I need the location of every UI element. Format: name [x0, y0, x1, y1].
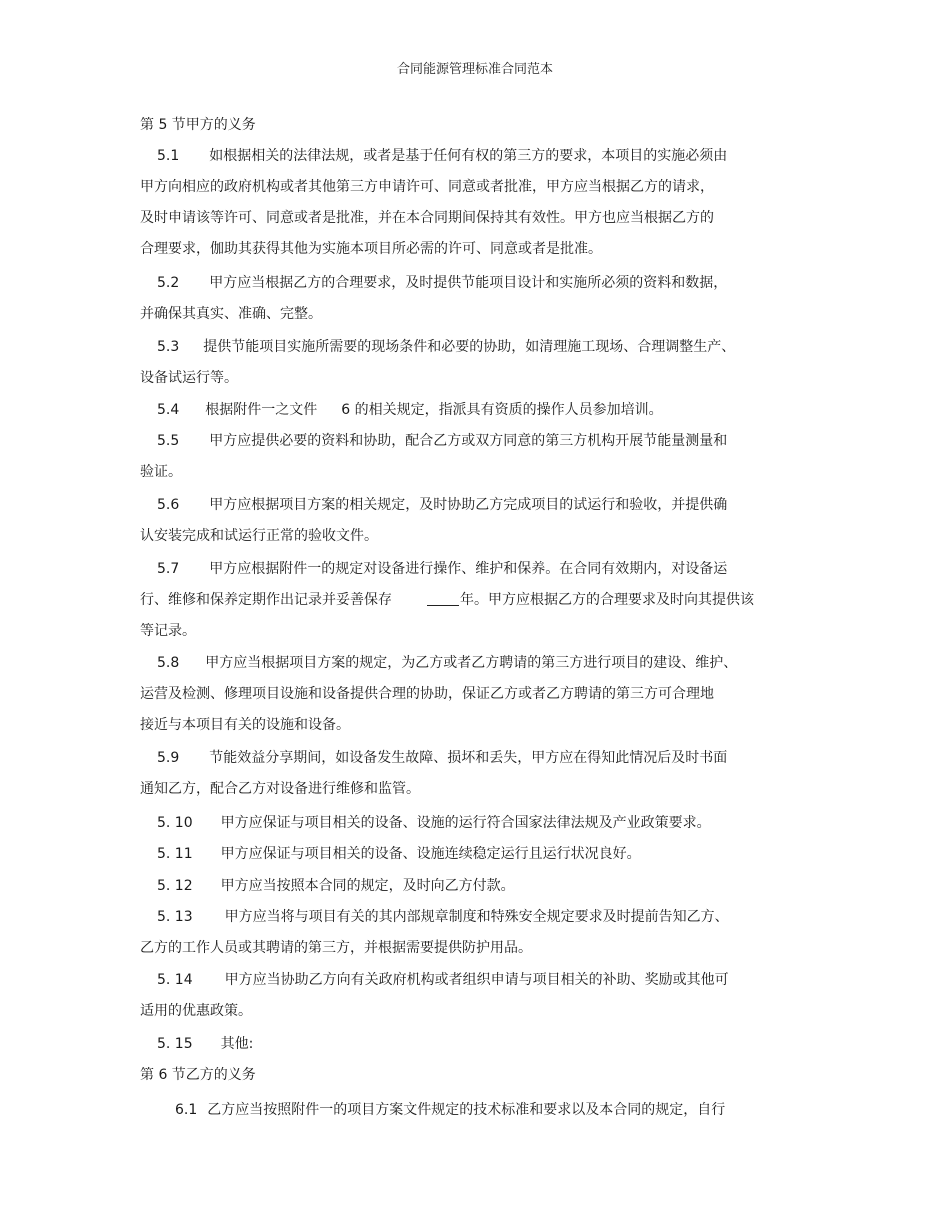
- clause-number: 5. 10: [157, 815, 193, 831]
- clause-number: 5. 12: [157, 878, 193, 894]
- clause-number: 5.2: [157, 275, 180, 291]
- clause-text: 提供节能项目实施所需要的现场条件和必要的协助，如清理施工现场、合理调整生产、: [203, 339, 736, 355]
- clause-5-9-line-1: [157, 748, 727, 768]
- clause-number: 5. 14: [157, 972, 193, 988]
- clause-5-7-line-2: [140, 590, 754, 610]
- clause-5-13-line-2: 乙方的工作人员或其聘请的第三方，并根据需要提供防护用品。: [140, 940, 532, 956]
- clause-number: 5.3: [157, 339, 180, 355]
- clause-text: 甲方应提供必要的资料和协助，配合乙方或双方同意的第三方机构开展节能量测量和: [209, 433, 728, 449]
- clause-5-14-line-1: [157, 970, 729, 990]
- clause-text-b: 年。甲方应根据乙方的合理要求及时向其提供该: [460, 592, 754, 608]
- clause-5-1-line-1: [157, 146, 727, 166]
- clause-5-1-line-4: 合理要求，伽助其获得其他为实施本项目所必需的许可、同意或者是批准。: [140, 241, 602, 257]
- clause-text: 甲方应当根据乙方的合理要求，及时提供节能项目设计和实施所必须的资料和数据，: [209, 275, 728, 291]
- clause-number: 5.8: [157, 655, 180, 671]
- clause-5-8-line-3: 接近与本项目有关的设施和设备。: [140, 717, 350, 733]
- clause-5-8-line-2: 运营及检测、修理项目设施和设备提供合理的协助，保证乙方或者乙方聘请的第三方可合理地: [140, 686, 714, 702]
- clause-text: 甲方应当协助乙方向有关政府机构或者组织申请与项目相关的补助、奖励或其他可: [224, 972, 729, 988]
- fill-in-blank: [427, 591, 459, 606]
- clause-number: 5.9: [157, 750, 180, 766]
- clause-5-6-line-1: [157, 495, 727, 515]
- clause-5-5-line-1: [157, 431, 727, 451]
- clause-number: 5. 13: [157, 909, 193, 925]
- clause-5-5-line-2: 验证。: [140, 464, 182, 480]
- clause-5-3-line-2: 设备试运行等。: [140, 370, 238, 386]
- clause-5-7-line-1: [157, 559, 727, 579]
- clause-text: 甲方应当根据项目方案的规定，为乙方或者乙方聘请的第三方进行项目的建设、维护、: [205, 655, 738, 671]
- section-6-heading: 第 6 节乙方的义务: [140, 1067, 256, 1083]
- clause-number: 5.5: [157, 433, 180, 449]
- clause-5-14-line-2: 适用的优惠政策。: [140, 1003, 252, 1019]
- clause-5-6-line-2: 认安装完成和试运行正常的验收文件。: [140, 528, 378, 544]
- clause-number: 5. 11: [157, 846, 193, 862]
- clause-text: 甲方应保证与项目相关的设备、设施连续稳定运行且运行状况良好。: [220, 846, 641, 862]
- clause-text-a: 行、维修和保养定期作出记录并妥善保存: [140, 592, 392, 608]
- clause-text: 甲方应当按照本合同的规定，及时向乙方付款。: [220, 878, 515, 894]
- clause-number: 5.7: [157, 561, 180, 577]
- clause-text: 节能效益分享期间，如设备发生故障、损坏和丢失，甲方应在得知此情况后及时书面: [209, 750, 728, 766]
- clause-5-3-line-1: [157, 337, 735, 357]
- clause-number: 6.1: [175, 1102, 198, 1118]
- clause-5-11-line-1: [157, 844, 641, 864]
- clause-5-4-line-1: [157, 400, 663, 420]
- clause-text-b: 6 的相关规定，指派具有资质的操作人员参加培训。: [341, 402, 663, 418]
- clause-text: 乙方应当按照附件一的项目方案文件规定的技术标准和要求以及本合同的规定，自行: [207, 1102, 726, 1118]
- clause-5-1-line-2: 甲方向相应的政府机构或者其他第三方申请许可、同意或者批准，甲方应当根据乙方的请求，: [140, 179, 714, 195]
- clause-number: 5. 15: [157, 1036, 193, 1052]
- clause-5-9-line-2: 通知乙方，配合乙方对设备进行维修和监管。: [140, 781, 420, 797]
- clause-5-2-line-1: [157, 273, 727, 293]
- clause-text: 甲方应当将与项目有关的其内部规章制度和特殊安全规定要求及时提前告知乙方、: [224, 909, 729, 925]
- clause-6-1-line-1: [175, 1100, 725, 1120]
- clause-5-2-line-2: 并确保其真实、准确、完整。: [140, 306, 322, 322]
- section-5-heading: 第 5 节甲方的义务: [140, 117, 256, 133]
- clause-5-1-line-3: 及时申请该等许可、同意或者是批准，并在本合同期间保持其有效性。甲方也应当根据乙方的: [140, 210, 714, 226]
- clause-5-12-line-1: [157, 876, 515, 896]
- clause-text: 其他:: [220, 1036, 254, 1052]
- clause-5-15-line-1: [157, 1034, 253, 1054]
- clause-5-7-line-3: 等记录。: [140, 623, 196, 639]
- clause-text: 甲方应根据项目方案的相关规定，及时协助乙方完成项目的试运行和验收，并提供确: [209, 497, 728, 513]
- clause-text-a: 根据附件一之文件: [205, 402, 318, 418]
- clause-number: 5.1: [157, 148, 180, 164]
- clause-text: 甲方应根据附件一的规定对设备进行操作、维护和保养。在合同有效期内，对设备运: [209, 561, 728, 577]
- clause-number: 5.6: [157, 497, 180, 513]
- clause-5-8-line-1: [157, 653, 737, 673]
- clause-5-13-line-1: [157, 907, 729, 927]
- clause-text: 甲方应保证与项目相关的设备、设施的运行符合国家法律法规及产业政策要求。: [220, 815, 711, 831]
- clause-5-10-line-1: [157, 813, 711, 833]
- page-header-title: 合同能源管理标准合同范本: [396, 62, 553, 77]
- clause-text: 如根据相关的法律法规，或者是基于任何有权的第三方的要求，本项目的实施必须由: [209, 148, 728, 164]
- clause-number: 5.4: [157, 402, 180, 418]
